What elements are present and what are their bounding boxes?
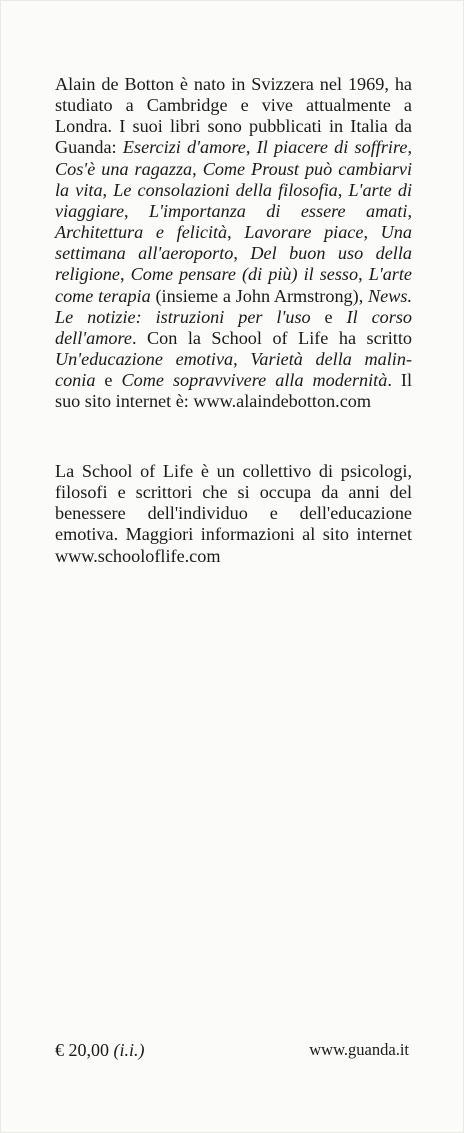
bio-text: , [120,264,131,285]
bio-text: , [233,243,251,264]
bio-text: Alain de Botton è nato in Svizzera nel 1969, ha studiato a Cambridge e vive attualmente a Londra. I suoi libri sono pubblicati in Italia da Guanda: [55,74,412,158]
bio-text: , [227,222,245,243]
price-value: € 20,00 [55,1040,114,1060]
bio-title: Il corso dell'amore [55,306,412,348]
bio-title: L'arte di viaggiare [55,179,413,221]
bio-title: News. Le notizie: istruzioni per l'uso [55,285,412,327]
bio-text: , [124,200,149,221]
bio-title: Varietà della malinconia [55,349,413,391]
bio-text: , [363,222,381,243]
bio-title: Cos'è una ragazza [55,158,193,179]
bio-text: , [192,158,203,179]
bio-text: , [337,179,349,200]
bio-text: . Il suo sito internet è: www.alaindebotton.com [55,370,412,412]
school-of-life-note: La School of Life è un collettivo di psicologi, filosofi e scrittori che si occupa da anni del benessere dell'individuo e dell'educazione emotiva. Maggiori informazioni al sito internet www.schooloflife.com [55,461,412,566]
bio-text: (insieme a John Armstrong), [150,285,369,306]
price-tax-note: (i.i.) [113,1040,145,1060]
bio-title: Un'educazione emotiva [55,349,234,370]
price [55,1039,145,1061]
bio-title: L'arte come terapia [55,264,413,306]
bio-title: Esercizi d'amore [122,137,246,158]
bio-title: L'importanza di essere amati [149,200,408,221]
bio-title: Architettura e felicità [55,222,228,243]
bio-text: , [102,179,114,200]
bio-title: Come sopravvivere alla modernità [121,370,388,391]
bio-title: Le consolazioni della filosofia [113,179,338,200]
bio-title: Del buon uso della religione [55,243,413,285]
bio-text: , [407,200,412,221]
bio-title: Come pensare (di più) il sesso [130,264,359,285]
bio-text: , [358,264,369,285]
bio-title: Come Proust può cambiarvi la vita [55,158,412,200]
bio-text: e [310,306,347,327]
bio-text: , [407,137,412,158]
bio-title: Il piacere di soffrire [256,137,408,158]
bio-text: . Con la School of Life ha scritto [131,327,412,348]
bio-title: Lavorare piace [244,222,364,243]
publisher-website: www.guanda.it [309,1040,409,1059]
bio-text: , [233,349,251,370]
bio-text: e [95,370,122,391]
bio-title: Una settimana all'aeroporto [55,222,412,264]
bio-text: , [245,137,257,158]
author-bio [55,74,412,413]
